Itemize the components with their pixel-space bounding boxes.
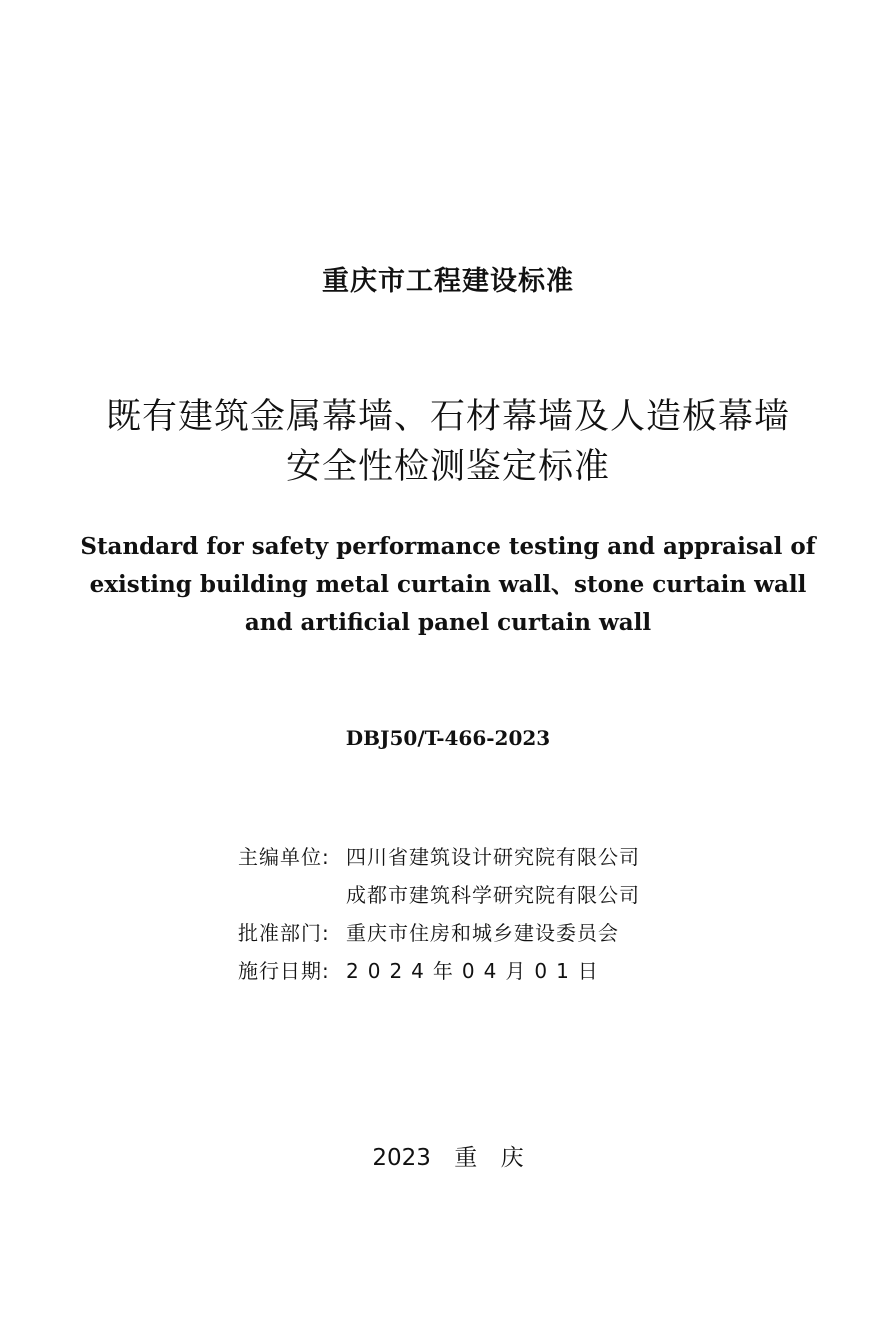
publication-city-char-2: 庆 bbox=[500, 1145, 524, 1171]
chinese-title-line-1: 既有建筑金属幕墙、石材幕墙及人造板幕墙 bbox=[105, 397, 790, 437]
english-title-line-3: and artificial panel curtain wall bbox=[244, 609, 652, 636]
effective-date-label: 施行日期: bbox=[238, 959, 330, 983]
approval-label: 批准部门: bbox=[238, 921, 330, 945]
effective-date-row bbox=[238, 952, 718, 990]
editor-row bbox=[238, 838, 718, 876]
editor-row-2 bbox=[238, 876, 718, 914]
editor-label-spacer bbox=[238, 876, 346, 914]
english-title-line-1: Standard for safety performance testing and appraisal of bbox=[80, 533, 816, 560]
standard-series: 重庆市工程建设标准 bbox=[322, 266, 574, 297]
editor-label: 主编单位: bbox=[238, 845, 330, 869]
chinese-title bbox=[0, 392, 896, 492]
editor-unit-1: 四川省建筑设计研究院有限公司 bbox=[346, 845, 640, 869]
approval-department: 重庆市住房和城乡建设委员会 bbox=[346, 921, 619, 945]
publication-year: 2023 bbox=[372, 1145, 431, 1171]
standard-code: DBJ50/T-466-2023 bbox=[345, 726, 551, 750]
publication-footer bbox=[0, 1140, 896, 1176]
publication-info bbox=[238, 838, 718, 990]
publication-city-char-1: 重 bbox=[454, 1145, 478, 1171]
english-title-line-2: existing building metal curtain wall、stone curtain wall bbox=[89, 571, 807, 598]
chinese-title-line-2: 安全性检测鉴定标准 bbox=[285, 447, 610, 487]
english-title bbox=[40, 528, 856, 642]
approval-row bbox=[238, 914, 718, 952]
editor-unit-2: 成都市建筑科学研究院有限公司 bbox=[346, 883, 640, 907]
effective-date: 2024年04月01日 bbox=[346, 959, 607, 983]
